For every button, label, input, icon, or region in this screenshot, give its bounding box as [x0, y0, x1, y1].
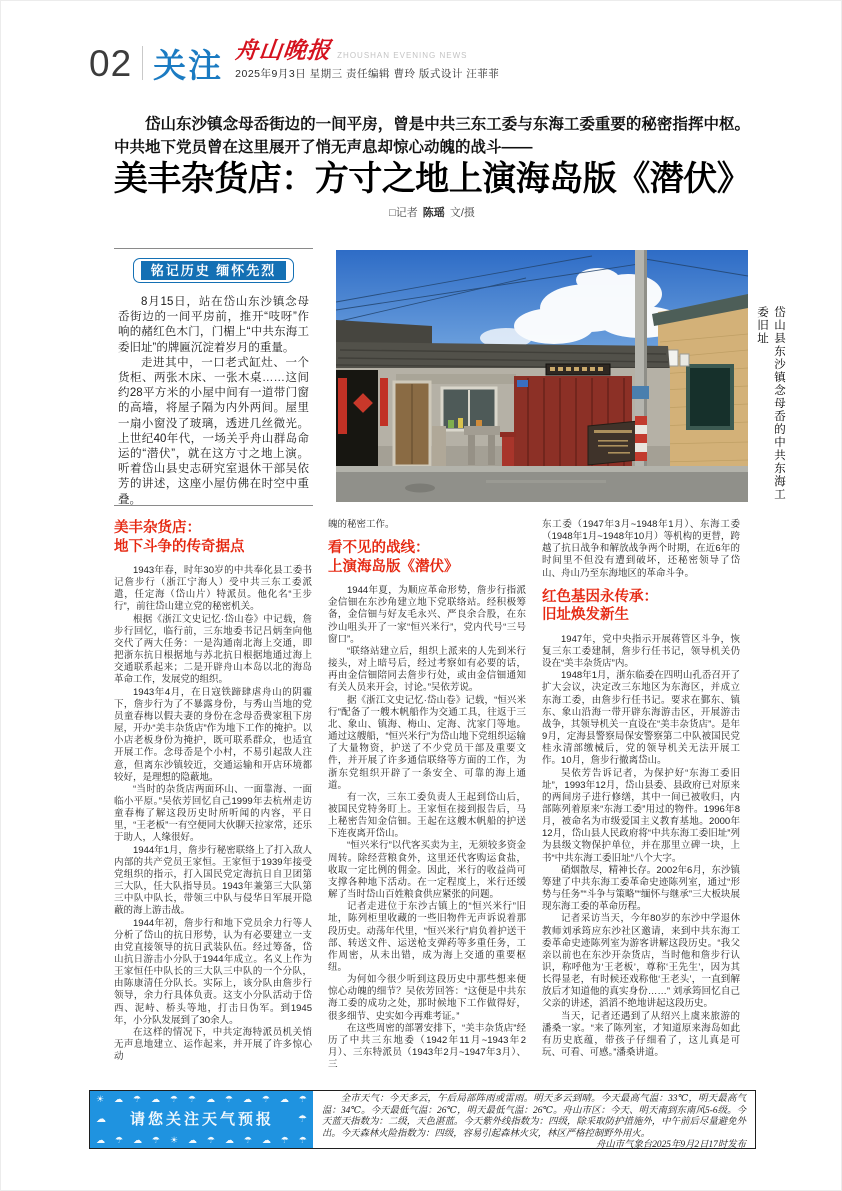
section-heading: 美丰杂货店： 地下斗争的传奇据点: [114, 520, 245, 555]
body-paragraph: 东工委（1947年3月~1948年1月）、东海工委（1948年1月~1948年10月）等机构的更替，跨越了抗日战争和解放战争两个时期，在近6年的时间里不但没有遭到破坏，还秘密领导了岱山、舟山乃至东海地区的革命斗争。: [542, 519, 740, 579]
body-paragraph: 魄的秘密工作。: [328, 519, 395, 530]
weather-icon: ☂: [132, 1094, 142, 1104]
body-paragraph: 1947年，党中央指示开展蒋管区斗争，恢复三东工委建制，詹步行任书记，领导机关仍设在“美丰杂货店”内。: [542, 633, 740, 670]
weather-icon: ☂: [169, 1094, 178, 1104]
article-byline: [114, 204, 750, 220]
body-paragraph: 当天，记者还遇到了从绍兴上虞来旅游的潘桑一家。“来了陈列室，才知道原来海岛如此有历史底蕴，带孩子仔细看了，这儿真是可玩、可看、可感。”潘桑讲道。: [542, 1010, 740, 1059]
weather-icon: ☂: [206, 1135, 215, 1145]
weather-icon: ☁: [279, 1094, 289, 1104]
weather-icon: ☂: [280, 1135, 289, 1145]
masthead-logo: 舟山晚报: [233, 37, 333, 64]
weather-icon: ☂: [298, 1135, 307, 1145]
memorial-badge: [118, 258, 309, 283]
weather-icon: ☁: [205, 1094, 215, 1104]
sidebar-paragraphs: [118, 295, 309, 508]
memorial-sidebar: [114, 248, 313, 506]
page-header: [89, 39, 499, 82]
weather-icon: ☂: [114, 1135, 124, 1145]
weather-icons-row: [96, 1094, 307, 1104]
body-column-1: [114, 519, 312, 1071]
article-intro: 岱山东沙镇念母岙街边的一间平房，曾是中共三东工委与东海工委重要的秘密指挥中枢。中共地下党员曾在这里展开了悄无声息却惊心动魄的战斗——: [114, 116, 750, 156]
weather-box: [89, 1090, 756, 1149]
body-paragraph: “当时的杂货店两面环山、一面靠海、一面临小平原。”吴依芳回忆自己1999年去杭州走访童春梅了解这段历史时所听闻的内容，平日里，“王老板”一有空便同大伙聊天拉家常，还乐于助人，人缘很好。: [114, 783, 312, 844]
weather-icon: ☁: [187, 1135, 197, 1145]
body-paragraph: 记者采访当天，今年80岁的东沙中学退休教师刘承筠应东沙社区邀请，来到中共东海工委革命史迹陈列室为游客讲解这段历史。“我父亲以前也在东沙开杂货店，当时他和詹步行认识，称呼他为‘王老板’，尊称‘王先生’，因为其长得显老，有时候还戏称他‘王老头’，一直到解放后才知道他的真实身份……” 刘承筠回忆自己父亲的讲述，滔滔不绝地讲起这段历史。: [542, 913, 740, 1010]
page-number: 02: [89, 43, 133, 84]
body-paragraph: 有一次，三东工委负责人王起到岱山后，被国民党特务盯上。王家恒在接到报告后，马上秘密告知金信钿。王起在这艘木帆船的护送下连夜离开岱山。: [328, 791, 526, 840]
weather-icon: ☂: [224, 1094, 233, 1104]
body-column-3: [542, 519, 740, 1071]
body-paragraph: 1943年春，时年30岁的中共奉化县工委书记詹步行（浙江宁海人）受中共三东工委派遣，任定海（岱山片）特派员。他化名“王步行”，前往岱山建立党的秘密机关。: [114, 565, 312, 613]
masthead-english: ZHOUSHAN EVENING NEWS: [337, 51, 468, 60]
body-paragraph: 根据《浙江文史记忆·岱山卷》中记载，詹步行回忆，临行前，三东地委书记吕炳奎向他交代了两大任务：一是沟通南北海上交通，即把浙东抗日根据地与苏北抗日根据地通过海上交通联系起来；二是开辟舟山本岛以北的海岛革命工作，发展党的组织。: [114, 613, 312, 686]
section-label: 关注: [153, 47, 224, 84]
masthead-block: [235, 39, 499, 82]
body-paragraph: 据《浙江文史记忆·岱山卷》记载，“恒兴米行”配备了一艘木帆船作为交通工具，往返于三北、象山、镇海、梅山、定海、沈家门等地。通过这艘船，“恒兴米行”为岱山地下党组织运输了大量物资，护送了不少党员干部及重要文件，并开展了许多通信联络等方面的工作，为浙东党组织开辟了一条安全、可靠的海上通道。: [328, 694, 526, 791]
photo-illustration: [336, 250, 748, 502]
body-paragraph: “恒兴米行”以代客买卖为主，无须较多资金周转。除经营粮食外，这里还代客购运食盐，收取一定比例的佣金。因此，米行的收益尚可支撑各种地下活动。在一定程度上，米行还缓解了当时岱山百姓粮食供应紧张的问题。: [328, 840, 526, 901]
weather-forecast-panel: [313, 1091, 755, 1151]
weather-icon: ☁: [261, 1135, 271, 1145]
weather-icon: ☀: [96, 1094, 105, 1104]
body-paragraph: 1944年夏，为顺应革命形势，詹步行指派金信钿在东沙角建立地下党联络站。经积极筹备，金信钿与好友毛永兴、严良余合股，在东沙山咀头开了一家“恒兴米行”，党内代号“三号窗口”。: [328, 585, 526, 645]
weather-banner-middle: [96, 1112, 307, 1127]
article-photo: [336, 250, 748, 502]
body-paragraph: “联络站建立后，组织上派来的人先到米行接头，对上暗号后，经过考察如有必要的话，再由金信钿陪同去詹步行处，或由金信钿通知有关人员来开会，讨论。”吴依芳说。: [328, 645, 526, 694]
body-paragraph: 为何如今很少听到这段历史中那些想来便惊心动魄的细节？吴依芳回答：“这便是中共东海工委的成功之处，那时候地下工作做得好，很多细节、史实如今再难考证。”: [328, 974, 526, 1022]
badge-label: 铭记历史 缅怀先烈: [141, 261, 287, 280]
weather-banner: [90, 1091, 313, 1148]
body-paragraph: 1944年初，詹步行和地下党员余力行等人分析了岱山的抗日形势，认为有必要建立一支由党直接领导的抗日武装队伍。经过筹备，岱山抗日游击小分队于1944年成立。名义上作为王家恒任中队长的三大队三中队的一个分队，由陈康清任分队长。实际上，该分队由詹步行领导，余力行具体负责。这支小分队活动于岱西、泥峙、桥头等地，打击日伪军。到1945年，小分队发展到了30余人。: [114, 917, 312, 1026]
weather-forecast-text: 全市天气：今天多云，午后局部阵雨或雷雨。明天多云到晴。今天最高气温：33℃，明天最高气温：34℃。今天最低气温：26℃，明天最低气温：26℃。舟山市区：今天、明天南到东南风5-6级。今天蓝天指数为：二级，天色湛蓝。今天紫外线指数为：四级，除采取防护措施外，中午前后尽量避免外出。今天森林火险指数为：四级，容易引起森林火灾，林区严格控制野外用火。: [322, 1094, 746, 1139]
weather-icons-row: [96, 1135, 307, 1145]
body-column-2: [328, 519, 526, 1071]
weather-icon: ☂: [298, 1094, 307, 1104]
sidebar-paragraph: 走进其中，一口老式缸灶、一个货柜、两张木床、一张木桌……这间约28平方米的小屋中间有一道带门窗的高墙，将屋子隔为内外两间。屋里一扇小窗没了玻璃，透进几丝微光。上世纪40年代，一场关乎舟山群岛命运的“潜伏”，就在这方寸之地上演。听着岱山县史志研究室退休干部吴依芳的讲述，这座小屋仿佛在时空中重叠。: [118, 356, 309, 506]
weather-icon: ☂: [151, 1135, 160, 1145]
body-paragraph: 1943年4月，在日寇铁蹄肆虐舟山的阴霾下，詹步行为了不暴露身份，与秀山当地的党员童春梅以假夫妻的身份在念母岙费家租下房屋，开办“美丰杂货店”作为地下工作的掩护。以小店老板身份为掩护，既可联系群众，也适宜开展工作。念母岙是个小村，不易引起敌人注意，但离东沙镇较近，交通运输和开店环境都较好，是理想的隐蔽地。: [114, 686, 312, 783]
weather-icon: ☁: [96, 1135, 105, 1145]
weather-icon: ☂: [187, 1094, 196, 1104]
weather-icon: ☂: [298, 1113, 307, 1125]
weather-icon: ☁: [224, 1135, 234, 1145]
weather-icon: ☁: [132, 1135, 142, 1145]
section-heading: 看不见的战线： 上演海岛版《潜伏》: [328, 540, 459, 575]
byline-credit: 文/摄: [449, 207, 475, 219]
article-headline: 美丰杂货店：方寸之地上演海岛版《潜伏》: [113, 160, 751, 198]
weather-icon: ☂: [243, 1135, 252, 1145]
street-objects: [432, 426, 516, 466]
weather-icon: ☁: [242, 1094, 252, 1104]
photo-caption: 岱山县东沙镇念母岙的中共东海工委旧址: [756, 306, 785, 501]
byline-prefix: □记者: [389, 207, 418, 219]
body-paragraph: 1944年1月，詹步行秘密联络上了打入敌人内部的共产党员王家恒。王家恒于1939年接受党组织的指示，打入国民党定海抗日自卫团第三大队，任大队指导员。1943年兼第三大队第三中队中队长，带领三中队与侵华日军展开隐蔽的海上游击战。: [114, 844, 312, 917]
badge-frame: [133, 258, 295, 283]
road: [336, 466, 748, 502]
section-heading: 红色基因永传承： 旧址焕发新生: [542, 588, 658, 624]
body-paragraph: 1948年1月，浙东临委在四明山孔岙召开了扩大会议，决定改三东地区为东海区，并成立东海工委，由詹步行任书记。要求在鄞东、镇东、象山沿海一带开辟东海游击区，开展游击战争，其领导机关一直设在“美丰杂货店”。是年9月，定海县警察局保安警察第二中队被国民党桂永清部缴械后，党的领导机关无法开展工作。10月，詹步行撤离岱山。: [542, 670, 740, 767]
body-paragraph: 硝烟散尽，精神长存。2002年6月，东沙镇筹建了中共东海工委革命史迹陈列室，通过“形势与任务”“斗争与策略”“缅怀与继承”三大板块展现东海工委的革命历程。: [542, 864, 740, 913]
sidebar-paragraph: 8月15日，站在岱山东沙镇念母岙街边的一间平房前，推开“吱呀”作响的赭红色木门，门楣上“中共东海工委旧址”的牌匾沉淀着岁月的重量。: [118, 296, 309, 354]
weather-icon: ☁: [114, 1094, 124, 1104]
body-paragraph: 在这些周密的部署安排下，“美丰杂货店”经历了中共三东地委（1942年11月~1943年2月）、三东特派员（1943年2月~1947年3月）、三: [328, 1022, 526, 1071]
weather-banner-title: 请您关注天气预报: [130, 1111, 275, 1128]
weather-icon: ☂: [261, 1094, 270, 1104]
weather-icon: ☀: [169, 1135, 178, 1145]
article-body: [114, 519, 740, 1071]
header-divider: [142, 46, 143, 80]
body-paragraph: 记者走进位于东沙古镇上的“恒兴米行”旧址，陈列柜里收藏的一些旧物件无声诉说着那段历史。动荡年代里，“恒兴米行”肩负着护送干部、转送文件、运送枪支弹药等多重任务，工作周密，从未出错，成为海上交通的重要枢纽。: [328, 901, 526, 973]
body-paragraph: 吴依芳告诉记者，为保护好“东海工委旧址”，1993年12月，岱山县委、县政府已对原来的两间房子进行修缮，其中一间已被收归，内部陈列着原来“东海工委”用过的物件。1996年8月，被命名为市级爱国主义教育基地。2000年12月，岱山县人民政府将“中共东海工委旧址”列为县级文物保护单位，并在那里立碑一块，上书“中共东海工委旧址”八个大字。: [542, 767, 740, 864]
weather-icon: ☁: [96, 1113, 106, 1125]
dateline: 2025年9月3日 星期三 责任编辑 曹玲 版式设计 汪菲菲: [235, 68, 500, 80]
weather-icon: ☁: [150, 1094, 160, 1104]
byline-name: 陈瑶: [422, 207, 445, 219]
weather-issuer: 舟山市气象台2025年9月2日17时发布: [595, 1140, 746, 1151]
body-paragraph: 在这样的情况下，中共定海特派员机关悄无声息地建立、运作起来，并开展了许多惊心动: [114, 1026, 312, 1063]
